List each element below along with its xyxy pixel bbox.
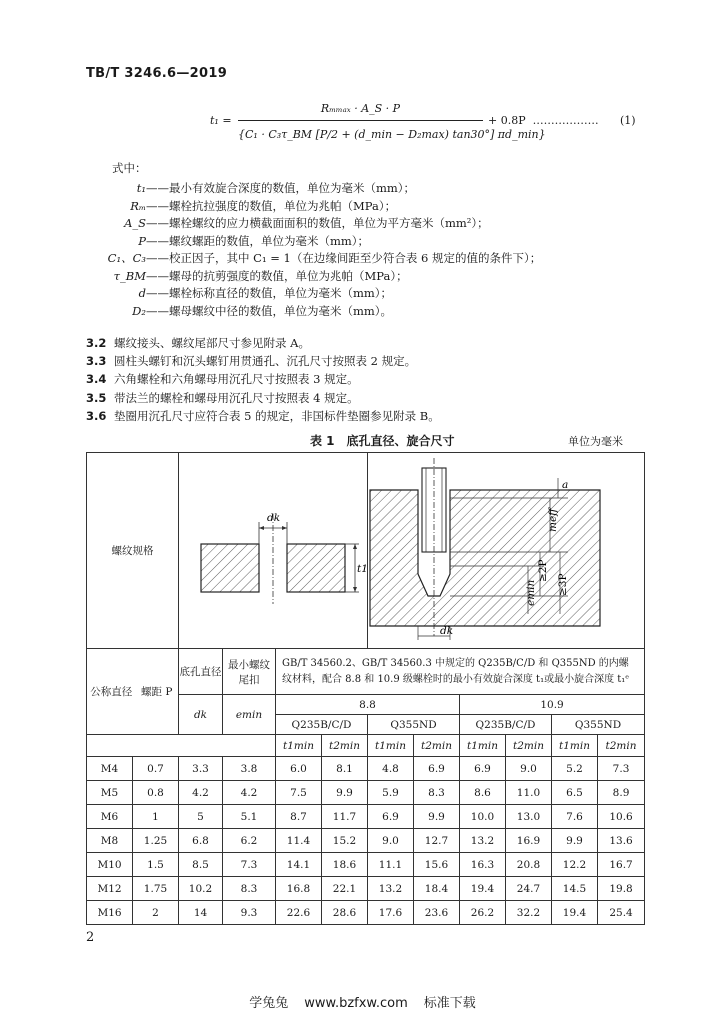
clauses-list bbox=[86, 334, 440, 425]
dk-label: dk bbox=[267, 512, 281, 524]
where-label: 式中： bbox=[112, 161, 147, 175]
t2-header: t2min bbox=[598, 735, 645, 757]
table-cell: 17.6 bbox=[368, 901, 414, 925]
definition-row: Rₘ ——螺栓抗拉强度的数值，单位为兆帕（MPa）； bbox=[130, 198, 397, 213]
table-cell: 8.3 bbox=[223, 877, 276, 901]
table-cell: 8.7 bbox=[276, 805, 322, 829]
table-row bbox=[87, 805, 645, 829]
table-cell: 9.9 bbox=[322, 781, 368, 805]
formula-denominator: {C₁ · C₃τ_BM [P/2 + (d_min − D₂max) tan30°] πd_min} bbox=[238, 128, 546, 141]
table-1 bbox=[86, 452, 645, 925]
table-row bbox=[87, 781, 645, 805]
diagram-right-cell bbox=[368, 453, 645, 649]
clause-3-5: 3.5 带法兰的螺栓和螺母用沉孔尺寸按照表 4 规定。 bbox=[86, 390, 359, 405]
table-cell: 26.2 bbox=[460, 901, 506, 925]
t2-header: t2min bbox=[506, 735, 552, 757]
t1-label: t1 bbox=[357, 563, 368, 575]
table-cell: 6.5 bbox=[552, 781, 598, 805]
formula-tail: + 0.8P ……………… bbox=[488, 114, 599, 127]
diagram-row bbox=[87, 453, 645, 649]
table-cell: 14.1 bbox=[276, 853, 322, 877]
table-cell: 11.7 bbox=[322, 805, 368, 829]
definition-row: A_S ——螺栓螺纹的应力横截面面积的数值，单位为平方毫米（mm²）； bbox=[124, 216, 489, 230]
grade-88-header: 8.8 bbox=[276, 695, 460, 715]
table-cell: 8.5 bbox=[179, 853, 223, 877]
table-cell: 6.0 bbox=[276, 757, 322, 781]
table-cell: 4.2 bbox=[179, 781, 223, 805]
standard-id: TB/T 3246.6—2019 bbox=[86, 66, 228, 81]
table-cell: 5.1 bbox=[223, 805, 276, 829]
table-cell: 1 bbox=[133, 805, 179, 829]
material-desc-header: GB/T 34560.2、GB/T 34560.3 中规定的 Q235B/C/D 和 Q355ND 的内螺纹材料，配合 8.8 和 10.9 级螺栓时的最小有效旋合深度 t₁或最小旋合深度 t₁ᵉ bbox=[276, 649, 645, 695]
table-cell: 4.2 bbox=[223, 781, 276, 805]
definition-row: C₁、C₃ ——校正因子，其中 C₁ = 1（在边缘间距至少符合表 6 规定的值的条件下）； bbox=[107, 251, 542, 265]
nominal-size-cell: M5 bbox=[87, 781, 133, 805]
table-cell: 14 bbox=[179, 901, 223, 925]
table-cell: 4.8 bbox=[368, 757, 414, 781]
blank-subheader bbox=[87, 735, 276, 757]
emin-label: emin bbox=[525, 579, 538, 606]
nominal-size-cell: M10 bbox=[87, 853, 133, 877]
hole-sym-cell: dk bbox=[179, 695, 223, 735]
table-cell: 24.7 bbox=[506, 877, 552, 901]
table-cell: 11.1 bbox=[368, 853, 414, 877]
definition-row: d ——螺栓标称直径的数值，单位为毫米（mm）； bbox=[138, 286, 393, 300]
table-cell: 16.8 bbox=[276, 877, 322, 901]
table-cell: 9.9 bbox=[414, 805, 460, 829]
table-cell: 15.6 bbox=[414, 853, 460, 877]
q355-header-109: Q355ND bbox=[552, 715, 645, 735]
definition-row: τ_BM ——螺母的抗剪强度的数值，单位为兆帕（MPa）； bbox=[113, 268, 408, 283]
table-cell: 5.9 bbox=[368, 781, 414, 805]
clause-3-4: 3.4 六角螺栓和六角螺母用沉孔尺寸按照表 3 规定。 bbox=[86, 372, 359, 387]
table-cell: 12.7 bbox=[414, 829, 460, 853]
formula-number: (1) bbox=[620, 114, 636, 127]
table-cell: 7.3 bbox=[598, 757, 645, 781]
table-cell: 9.0 bbox=[368, 829, 414, 853]
table-cell: 6.9 bbox=[460, 757, 506, 781]
table-cell: 12.2 bbox=[552, 853, 598, 877]
table-cell: 1.75 bbox=[133, 877, 179, 901]
table-cell: 6.9 bbox=[414, 757, 460, 781]
table-cell: 5.2 bbox=[552, 757, 598, 781]
nominal-size-cell: M16 bbox=[87, 901, 133, 925]
definition-row: D₂ ——螺母螺纹中径的数值，单位为毫米（mm）。 bbox=[132, 303, 393, 318]
grade-109-header: 10.9 bbox=[460, 695, 645, 715]
table-cell: 9.9 bbox=[552, 829, 598, 853]
table-cell: 13.2 bbox=[460, 829, 506, 853]
table-cell: 7.5 bbox=[276, 781, 322, 805]
header-row-1 bbox=[87, 649, 645, 695]
table-caption: 表 1 底孔直径、旋合尺寸 bbox=[310, 434, 455, 448]
diagram-left-cell bbox=[179, 453, 368, 649]
footer-watermark: 学兔兔 www.bzfxw.com 标准下载 bbox=[249, 996, 476, 1011]
table-cell: 16.3 bbox=[460, 853, 506, 877]
table-cell: 0.7 bbox=[133, 757, 179, 781]
fraction-bar bbox=[238, 120, 483, 121]
table-cell: 11.0 bbox=[506, 781, 552, 805]
table-row bbox=[87, 853, 645, 877]
table-row bbox=[87, 829, 645, 853]
table-cell: 20.8 bbox=[506, 853, 552, 877]
definitions-list bbox=[104, 180, 541, 320]
table-cell: 15.2 bbox=[322, 829, 368, 853]
table-cell: 10.0 bbox=[460, 805, 506, 829]
table-row bbox=[87, 757, 645, 781]
table-cell: 0.8 bbox=[133, 781, 179, 805]
formula-lhs: t₁ = bbox=[210, 114, 232, 127]
table-cell: 2 bbox=[133, 901, 179, 925]
tail-sym-cell: emin bbox=[223, 695, 276, 735]
table-cell: 8.9 bbox=[598, 781, 645, 805]
table-cell: 1.25 bbox=[133, 829, 179, 853]
table-cell: 6.8 bbox=[179, 829, 223, 853]
table-cell: 11.4 bbox=[276, 829, 322, 853]
header-row-4 bbox=[87, 735, 645, 757]
nominal-size-cell: M4 bbox=[87, 757, 133, 781]
formula-numerator: Rₘₘₐₓ · A_S · P bbox=[320, 102, 401, 115]
definition-row: t₁ ——最小有效旋合深度的数值，单位为毫米（mm）； bbox=[136, 181, 416, 195]
table-cell: 9.0 bbox=[506, 757, 552, 781]
table-cell: 8.1 bbox=[322, 757, 368, 781]
t1-header: t1min bbox=[368, 735, 414, 757]
table-cell: 22.6 bbox=[276, 901, 322, 925]
table-cell: 3.3 bbox=[179, 757, 223, 781]
table-cell: 8.3 bbox=[414, 781, 460, 805]
table-cell: 25.4 bbox=[598, 901, 645, 925]
table-cell: 13.0 bbox=[506, 805, 552, 829]
table-row bbox=[87, 901, 645, 925]
dk-label-right: dk bbox=[440, 625, 454, 637]
table-unit: 单位为毫米 bbox=[568, 435, 623, 448]
table-cell: 13.6 bbox=[598, 829, 645, 853]
t2-header: t2min bbox=[414, 735, 460, 757]
clause-3-3: 3.3 圆柱头螺钉和沉头螺钉用贯通孔、沉孔尺寸按照表 2 规定。 bbox=[86, 354, 417, 369]
table-cell: 3.8 bbox=[223, 757, 276, 781]
table-cell: 14.5 bbox=[552, 877, 598, 901]
definition-row: P ——螺纹螺距的数值，单位为毫米（mm）； bbox=[138, 233, 370, 248]
table-cell: 32.2 bbox=[506, 901, 552, 925]
t1-header: t1min bbox=[552, 735, 598, 757]
nominal-size-cell: M6 bbox=[87, 805, 133, 829]
table-cell: 19.8 bbox=[598, 877, 645, 901]
table-cell: 6.9 bbox=[368, 805, 414, 829]
t2-header: t2min bbox=[322, 735, 368, 757]
q355-header-88: Q355ND bbox=[368, 715, 460, 735]
hole-header: 底孔直径 bbox=[179, 649, 223, 695]
meff-label: meff bbox=[547, 508, 560, 532]
a-label: a bbox=[562, 479, 569, 491]
spec-label-cell: 螺纹规格 bbox=[87, 453, 179, 649]
nominal-size-cell: M12 bbox=[87, 877, 133, 901]
page-number: 2 bbox=[86, 930, 95, 945]
table-cell: 10.2 bbox=[179, 877, 223, 901]
table-row bbox=[87, 877, 645, 901]
nominal-pitch-header: 公称直径 螺距 P bbox=[87, 649, 179, 735]
table-cell: 18.4 bbox=[414, 877, 460, 901]
p3-label: ≥3P bbox=[557, 573, 570, 596]
q235-header-109: Q235B/C/D bbox=[460, 715, 552, 735]
table-cell: 10.6 bbox=[598, 805, 645, 829]
table-cell: 1.5 bbox=[133, 853, 179, 877]
table-cell: 23.6 bbox=[414, 901, 460, 925]
q235-header-88: Q235B/C/D bbox=[276, 715, 368, 735]
table-cell: 7.3 bbox=[223, 853, 276, 877]
table-cell: 13.2 bbox=[368, 877, 414, 901]
through-hole-diagram bbox=[179, 474, 368, 624]
table-cell: 22.1 bbox=[322, 877, 368, 901]
table-cell: 8.6 bbox=[460, 781, 506, 805]
p2-label: ≥2P bbox=[537, 559, 550, 582]
table-body bbox=[87, 757, 645, 925]
nominal-size-cell: M8 bbox=[87, 829, 133, 853]
table-cell: 6.2 bbox=[223, 829, 276, 853]
table-cell: 9.3 bbox=[223, 901, 276, 925]
blind-hole-diagram bbox=[368, 454, 644, 644]
table-cell: 16.9 bbox=[506, 829, 552, 853]
table-cell: 16.7 bbox=[598, 853, 645, 877]
table-cell: 19.4 bbox=[460, 877, 506, 901]
clause-3-2: 3.2 螺纹接头、螺纹尾部尺寸参见附录 A。 bbox=[86, 336, 310, 350]
table-cell: 5 bbox=[179, 805, 223, 829]
formula-1 bbox=[210, 100, 650, 170]
t1-header: t1min bbox=[276, 735, 322, 757]
clause-3-6: 3.6 垫圈用沉孔尺寸应符合表 5 的规定，非国标件垫圈参见附录 B。 bbox=[86, 408, 440, 423]
tail-header: 最小螺纹尾扣 bbox=[223, 649, 276, 695]
table-cell: 18.6 bbox=[322, 853, 368, 877]
table-cell: 28.6 bbox=[322, 901, 368, 925]
t1-header: t1min bbox=[460, 735, 506, 757]
table-cell: 19.4 bbox=[552, 901, 598, 925]
table-cell: 7.6 bbox=[552, 805, 598, 829]
